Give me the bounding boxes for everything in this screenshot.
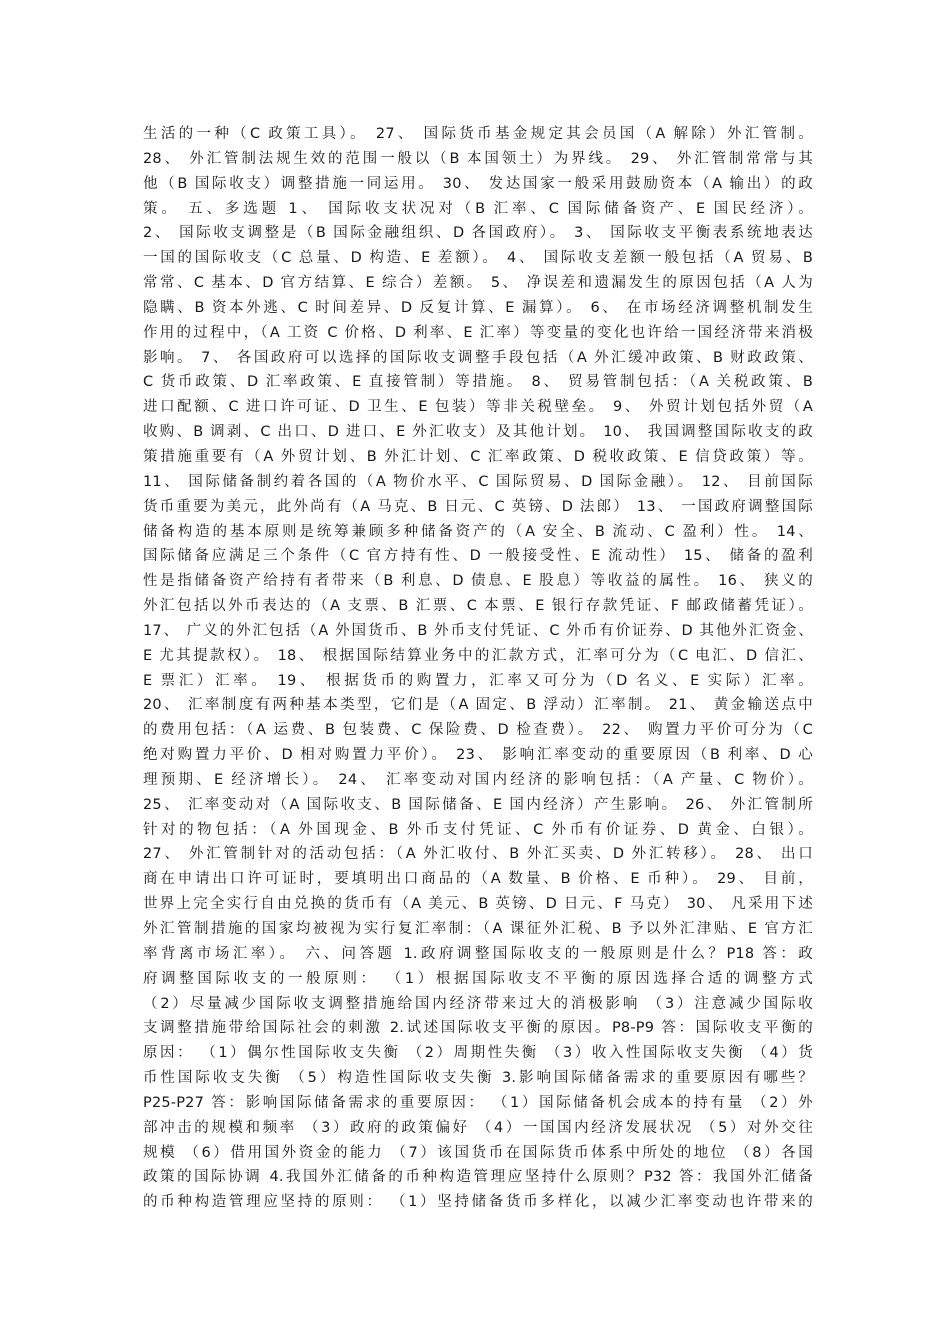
- text-line: 11、 国际储备制约着各国的（A 物价水平、C 国际贸易、D 国际金融）。 12、 目前国际: [143, 473, 813, 490]
- text-line: 储备构造的基本原则是统筹兼顾多种储备资产的（A 安全、B 流动、C 盈利）性。 14、: [143, 523, 813, 540]
- text-line: 一国的国际收支（C 总量、D 构造、E 差额）。 4、 国际收支差额一般包括（A 贸易、B: [143, 250, 813, 267]
- text-line: 策措施重要有（A 外贸计划、B 外汇计划、C 汇率政策、D 税收政策、E 信贷政策）等。: [143, 448, 813, 465]
- text-line: 支调整措施带给国际社会的刺激 2.试述国际收支平衡的原因。P8-P9 答：国际收支平衡的: [143, 1020, 813, 1037]
- text-line: 规模 （6）借用国外资金的能力 （7）该国货币在国际货币体系中所处的地位 （8）各国: [143, 1144, 813, 1161]
- text-line: 的币种构造管理应坚持的原则： （1）坚持储备货币多样化，以减少汇率变动也许带来的: [143, 1194, 813, 1211]
- text-line: 25、 汇率变动对（A 国际收支、B 国际储备、E 国内经济）产生影响。 26、 外汇管制所: [143, 796, 813, 813]
- text-line: 国际储备应满足三个条件（C 官方持有性、D 一般接受性、E 流动性） 15、 储备的盈利: [143, 548, 813, 565]
- text-line: 性是指储备资产给持有者带来（B 利息、D 债息、E 股息）等收益的属性。 16、 狭义的: [143, 573, 813, 590]
- text-line: 世界上完全实行自由兑换的货币有（A 美元、B 英镑、D 日元、F 马克） 30、 凡采用下述: [143, 896, 813, 913]
- text-line: 币性国际收支失衡 （5）构造性国际收支失衡 3.影响国际储备需求的重要原因有哪些？: [143, 1070, 813, 1087]
- text-line: 外汇管制措施的国家均被视为实行复汇率制：（A 课征外汇税、B 予以外汇津贴、E 官方汇: [143, 921, 813, 937]
- text-line: 作用的过程中，（A 工资 C 价格、D 利率、E 汇率）等变量的变化也许给一国经济带来消极: [143, 324, 813, 341]
- text-line: 2、 国际收支调整是（B 国际金融组织、D 各国政府）。 3、 国际收支平衡表系统地表达: [143, 225, 813, 242]
- text-line: C 货币政策、D 汇率政策、E 直接管制）等措施。 8、 贸易管制包括：（A 关税政策、B: [143, 374, 813, 391]
- text-line: 绝对购置力平价、D 相对购置力平价）。 23、 影响汇率变动的重要原因（B 利率、D 心: [143, 747, 813, 764]
- text-line: 的费用包括：（A 运费、B 包装费、C 保险费、D 检查费）。 22、 购置力平价可分为（C: [143, 722, 813, 739]
- text-line: 生活的一种（C 政策工具）。 27、 国际货币基金规定其会员国（A 解除）外汇管制。: [143, 126, 813, 142]
- text-line: 府调整国际收支的一般原则： （1）根据国际收支不平衡的原因选择合适的调整方式: [143, 970, 813, 987]
- text-line: 隐瞒、B 资本外逃、C 时间差异、D 反复计算、E 漏算）。 6、 在市场经济调整机制发生: [143, 299, 813, 316]
- text-line: 货币重要为美元，此外尚有（A 马克、B 日元、C 英镑、D 法郎） 13、 一国政府调整国际: [143, 498, 813, 515]
- text-line: 政策的国际协调 4.我国外汇储备的币种构造管理应坚持什么原则？P32 答：我国外汇储备: [143, 1169, 813, 1186]
- text-line: 常常、C 基本、D 官方结算、E 综合）差额。 5、 净误差和遗漏发生的原因包括（A 人为: [143, 275, 813, 292]
- text-line: 部冲击的规模和频率 （3）政府的政策偏好 （4）一国国内经济发展状况 （5）对外交往: [143, 1119, 813, 1136]
- text-line: E 尤其提款权）。 18、 根据国际结算业务中的汇款方式，汇率可分为（C 电汇、D 信汇、: [143, 647, 813, 664]
- text-line: 商在申请出口许可证时，要填明出口商品的（A 数量、B 价格、E 币种）。 29、 目前，: [143, 871, 813, 888]
- text-line: 率背离市场汇率）。 六、问答题 1.政府调整国际收支的一般原则是什么？P18 答：政: [143, 945, 813, 962]
- text-line: 策。 五、多选题 1、 国际收支状况对（B 汇率、C 国际储备资产、E 国民经济）。: [143, 200, 813, 217]
- text-line: 针对的物包括：（A 外国现金、B 外币支付凭证、C 外币有价证券、D 黄金、白银）。: [143, 821, 813, 838]
- text-line: （2）尽量减少国际收支调整措施给国内经济带来过大的消极影响 （3）注意减少国际收: [143, 995, 813, 1012]
- text-line: 他（B 国际收支）调整措施一同运用。 30、 发达国家一般采用鼓励资本（A 输出）的政: [143, 175, 813, 192]
- text-line: 进口配额、C 进口许可证、D 卫生、E 包装）等非关税壁垒。 9、 外贸计划包括外贸（A: [143, 399, 813, 416]
- text-line: 28、 外汇管制法规生效的范围一般以（B 本国领土）为界线。 29、 外汇管制常常与其: [143, 150, 813, 167]
- text-line: 收购、B 调剥、C 出口、D 进口、E 外汇收支）及其他计划。 10、 我国调整国际收支的政: [143, 424, 813, 441]
- text-line: 外汇包括以外币表达的（A 支票、B 汇票、C 本票、E 银行存款凭证、F 邮政储蓄凭证）。: [143, 598, 813, 615]
- text-line: 影响。 7、 各国政府可以选择的国际收支调整手段包括（A 外汇缓冲政策、B 财政政策、: [143, 349, 813, 366]
- text-line: 原因： （1）偶尔性国际收支失衡 （2）周期性失衡 （3）收入性国际收支失衡 （4）货: [143, 1045, 813, 1062]
- text-line: 27、 外汇管制针对的活动包括：（A 外汇收付、B 外汇买卖、D 外汇转移）。 28、 出口: [143, 846, 813, 863]
- document-page: [143, 122, 813, 1215]
- text-line: E 票汇）汇率。 19、 根据货币的购置力，汇率又可分为（D 名义、E 实际）汇率。: [143, 672, 813, 689]
- text-line: 理预期、E 经济增长）。 24、 汇率变动对国内经济的影响包括：（A 产量、C 物价）。: [143, 771, 813, 788]
- text-line: 17、 广义的外汇包括（A 外国货币、B 外币支付凭证、C 外币有价证券、D 其他外汇资金、: [143, 622, 813, 639]
- text-line: P25-P27 答：影响国际储备需求的重要原因： （1）国际储备机会成本的持有量 （2）外: [143, 1094, 813, 1111]
- text-line: 20、 汇率制度有两种基本类型，它们是（A 固定、B 浮动）汇率制。 21、 黄金输送点中: [143, 697, 813, 714]
